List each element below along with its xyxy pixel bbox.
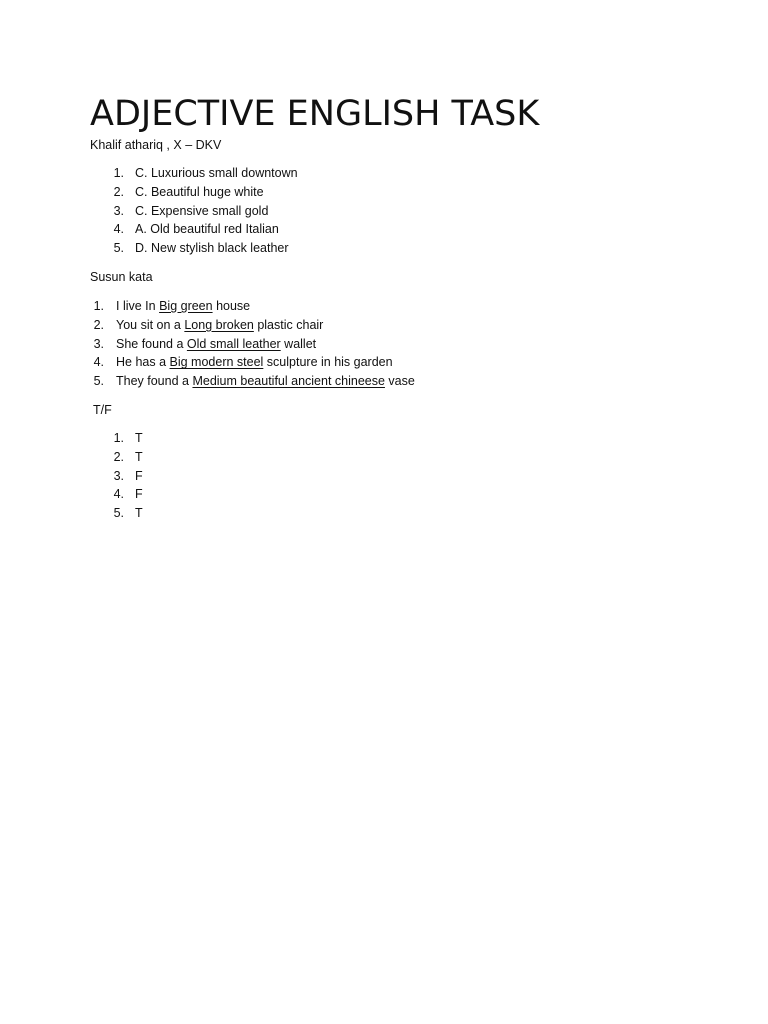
section-heading-true-false: T/F bbox=[93, 403, 112, 417]
document-title: ADJECTIVE ENGLISH TASK bbox=[90, 94, 540, 134]
item-text-after: plastic chair bbox=[253, 317, 324, 332]
item-text-after: house bbox=[212, 299, 251, 313]
list-item bbox=[110, 202, 298, 221]
item-number: 1. bbox=[113, 166, 124, 180]
item-text: T bbox=[135, 431, 143, 445]
answer-list-multiple-choice bbox=[110, 164, 298, 258]
list-item bbox=[110, 239, 298, 258]
author-line: Khalif athariq , X – DKV bbox=[90, 138, 222, 152]
list-item bbox=[110, 220, 298, 239]
item-text: F bbox=[135, 487, 143, 502]
answer-list-true-false bbox=[110, 429, 143, 523]
list-item bbox=[110, 504, 143, 523]
list-item bbox=[110, 164, 298, 183]
item-number: 5. bbox=[113, 241, 124, 256]
item-number: 3. bbox=[113, 468, 124, 483]
list-item bbox=[90, 335, 415, 354]
list-item bbox=[110, 485, 143, 504]
item-number: 4. bbox=[113, 222, 124, 237]
item-text-before: You sit on a bbox=[116, 317, 185, 332]
section-heading-susun-kata: Susun kata bbox=[90, 270, 153, 284]
item-text: A. Old beautiful red Italian bbox=[135, 222, 279, 237]
underlined-adjectives: Big modern steel bbox=[169, 355, 264, 370]
item-text: C. Beautiful huge white bbox=[135, 184, 264, 199]
item-number: 3. bbox=[113, 203, 124, 218]
underlined-adjectives: Long broken bbox=[184, 317, 254, 332]
item-text: T bbox=[135, 449, 143, 464]
list-item bbox=[90, 372, 415, 391]
item-text-after: sculpture in his garden bbox=[263, 355, 393, 370]
underlined-adjectives: Medium beautiful ancient chineese bbox=[192, 374, 385, 389]
item-text-before: She found a bbox=[116, 336, 187, 351]
item-text: F bbox=[135, 468, 143, 483]
item-number: 4. bbox=[113, 487, 124, 502]
list-item bbox=[90, 353, 415, 372]
item-text-before: I live In bbox=[116, 299, 160, 313]
item-number: 2. bbox=[93, 317, 104, 332]
list-item bbox=[110, 183, 298, 202]
list-item bbox=[110, 448, 143, 467]
item-text: D. New stylish black leather bbox=[135, 241, 289, 256]
underlined-adjectives: Big green bbox=[159, 299, 213, 313]
list-item bbox=[110, 467, 143, 486]
item-number: 3. bbox=[93, 336, 104, 351]
item-text-after: vase bbox=[384, 374, 415, 389]
item-text-after: wallet bbox=[280, 336, 317, 351]
underlined-adjectives: Old small leather bbox=[186, 336, 281, 351]
list-item bbox=[110, 429, 143, 448]
list-item bbox=[90, 297, 415, 316]
item-number: 4. bbox=[93, 355, 104, 370]
item-text: T bbox=[135, 506, 143, 521]
item-text: C. Luxurious small downtown bbox=[135, 166, 298, 180]
item-number: 2. bbox=[113, 449, 124, 464]
item-text-before: They found a bbox=[116, 374, 193, 389]
answer-list-susun-kata bbox=[90, 297, 415, 391]
list-item bbox=[90, 316, 415, 335]
item-text-before: He has a bbox=[116, 355, 170, 370]
item-number: 1. bbox=[113, 431, 124, 445]
item-number: 1. bbox=[93, 299, 104, 313]
item-number: 2. bbox=[113, 184, 124, 199]
item-text: C. Expensive small gold bbox=[135, 203, 269, 218]
item-number: 5. bbox=[113, 506, 124, 521]
item-number: 5. bbox=[93, 374, 104, 389]
